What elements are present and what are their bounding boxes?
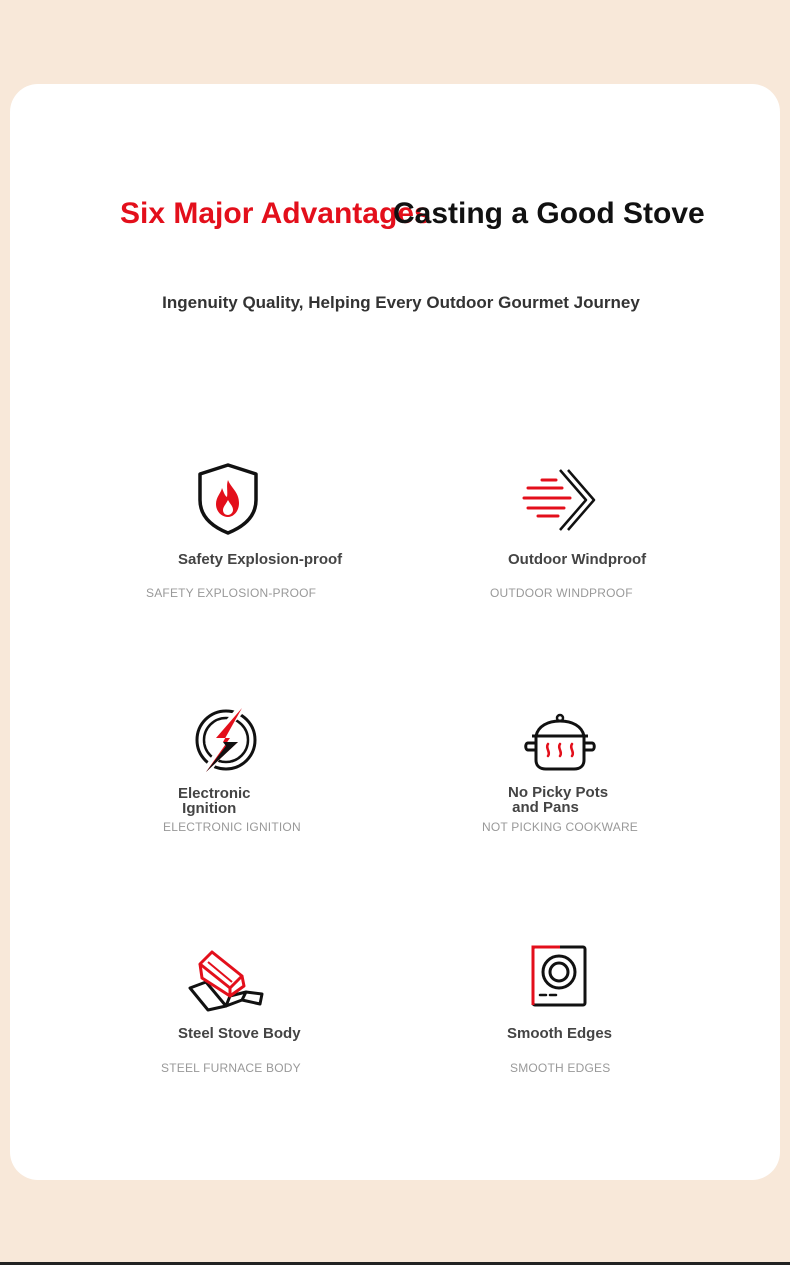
advantage-caption: SMOOTH EDGES — [510, 1061, 611, 1075]
advantage-ignition — [140, 700, 440, 840]
headline-red: Six Major Advantages — [120, 197, 431, 230]
advantage-title: No Picky Pots and Pans — [508, 784, 609, 816]
headline — [0, 196, 790, 236]
advantage-cookware — [470, 700, 770, 840]
advantage-caption: ELECTRONIC IGNITION — [163, 820, 301, 834]
advantage-windproof — [470, 460, 770, 600]
stove-panel-icon — [530, 944, 588, 1008]
advantage-caption: NOT PICKING COOKWARE — [482, 820, 639, 834]
wind-icon — [522, 466, 600, 534]
shield-flame-icon — [195, 462, 261, 536]
advantage-title: Smooth Edges — [507, 1025, 613, 1042]
headline-black: Casting a Good Stove — [393, 197, 705, 230]
advantage-caption: STEEL FURNACE BODY — [161, 1061, 301, 1075]
cooking-pot-icon — [522, 712, 598, 772]
advantage-safety — [140, 460, 440, 600]
advantage-title: Electronic Ignition — [178, 785, 251, 817]
advantage-title: Steel Stove Body — [178, 1025, 301, 1042]
advantage-title: Safety Explosion-proof — [178, 551, 343, 568]
advantage-caption: SAFETY EXPLOSION-PROOF — [146, 586, 317, 600]
lightning-ignition-icon — [192, 706, 260, 774]
subtitle: Ingenuity Quality, Helping Every Outdoor Gourmet Journey — [162, 293, 640, 312]
advantage-steel-body — [140, 940, 440, 1080]
advantage-smooth-edges — [470, 940, 770, 1080]
advantage-caption: OUTDOOR WINDPROOF — [490, 586, 633, 600]
steel-ingots-icon — [186, 948, 266, 1014]
advantage-title: Outdoor Windproof — [508, 551, 647, 568]
